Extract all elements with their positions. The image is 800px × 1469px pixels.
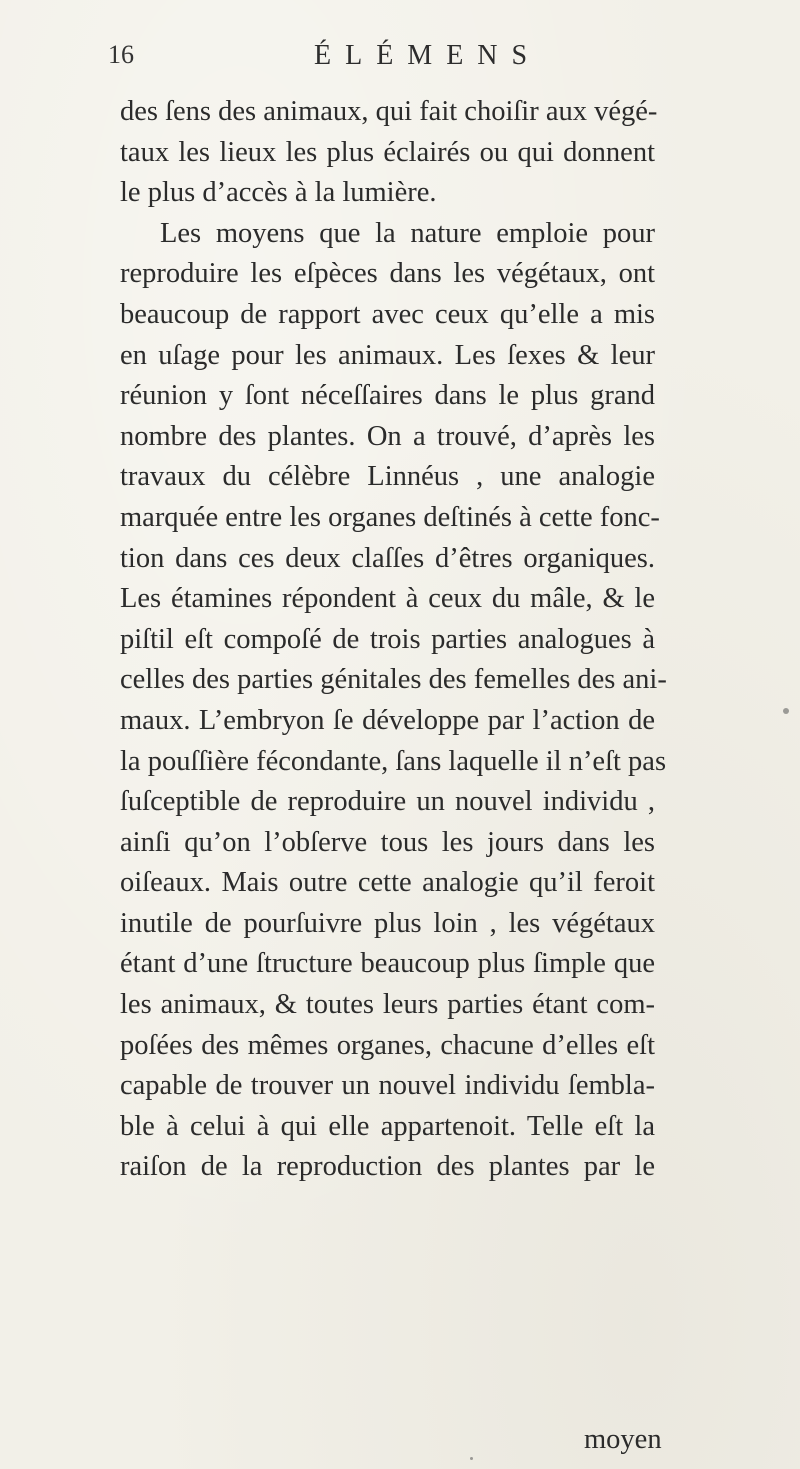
text-line: travaux du célèbre Linnéus , une analogie bbox=[120, 461, 655, 493]
text-line: le plus d’accès à la lumière. bbox=[120, 177, 437, 209]
text-line: des ſens des animaux, qui fait choiſir aux végé- bbox=[120, 96, 658, 127]
page-header bbox=[108, 40, 648, 80]
text-line: reproduire les eſpèces dans les végétaux, ont bbox=[120, 258, 655, 290]
text-line: oiſeaux. Mais outre cette analogie qu’il feroit bbox=[120, 867, 655, 899]
text-line: en uſage pour les animaux. Les ſexes & leur bbox=[120, 339, 655, 371]
text-line: ble à celui à qui elle appartenoit. Telle eſt la bbox=[120, 1110, 655, 1142]
text-line: les animaux, & toutes leurs parties étant com- bbox=[120, 989, 655, 1021]
text-line: maux. L’embryon ſe développe par l’action de bbox=[120, 704, 655, 736]
paper-speck bbox=[470, 1457, 473, 1460]
body-text bbox=[120, 92, 667, 1188]
text-line: celles des parties génitales des femelles des ani- bbox=[120, 664, 667, 696]
text-line: taux les lieux les plus éclairés ou qui donnent bbox=[120, 136, 655, 168]
text-line: réunion y ſont néceſſaires dans le plus grand bbox=[120, 380, 655, 412]
text-line: étant d’une ſtructure beaucoup plus ſimple que bbox=[120, 948, 655, 980]
text-line: inutile de pourſuivre plus loin , les végétaux bbox=[120, 907, 655, 939]
text-line: tion dans ces deux claſſes d’êtres organiques. bbox=[120, 542, 655, 574]
text-line: ainſi qu’on l’obſerve tous les jours dans les bbox=[120, 826, 655, 858]
text-line: piſtil eſt compoſé de trois parties analogues à bbox=[120, 623, 655, 655]
text-line: la pouſſière fécondante, ſans laquelle il n’eſt pas bbox=[120, 745, 667, 777]
text-line: ſuſceptible de reproduire un nouvel individu , bbox=[120, 786, 655, 818]
text-line: nombre des plantes. On a trouvé, d’après les bbox=[120, 420, 655, 452]
text-line: poſées des mêmes organes, chacune d’elles eſt bbox=[120, 1029, 655, 1061]
text-line: marquée entre les organes deſtinés à cette fonc- bbox=[120, 501, 660, 533]
text-line: Les étamines répondent à ceux du mâle, & le bbox=[120, 583, 655, 615]
page-number: 16 bbox=[108, 40, 134, 69]
catchword: moyen bbox=[584, 1424, 662, 1455]
running-title: ÉLÉMENS bbox=[314, 40, 542, 71]
text-line: Les moyens que la nature emploie pour bbox=[160, 217, 655, 249]
text-line: raiſon de la reproduction des plantes par le bbox=[120, 1151, 655, 1183]
text-line: beaucoup de rapport avec ceux qu’elle a mis bbox=[120, 298, 655, 330]
text-line: capable de trouver un nouvel individu ſembla- bbox=[120, 1070, 655, 1102]
paper-speck bbox=[783, 708, 789, 714]
